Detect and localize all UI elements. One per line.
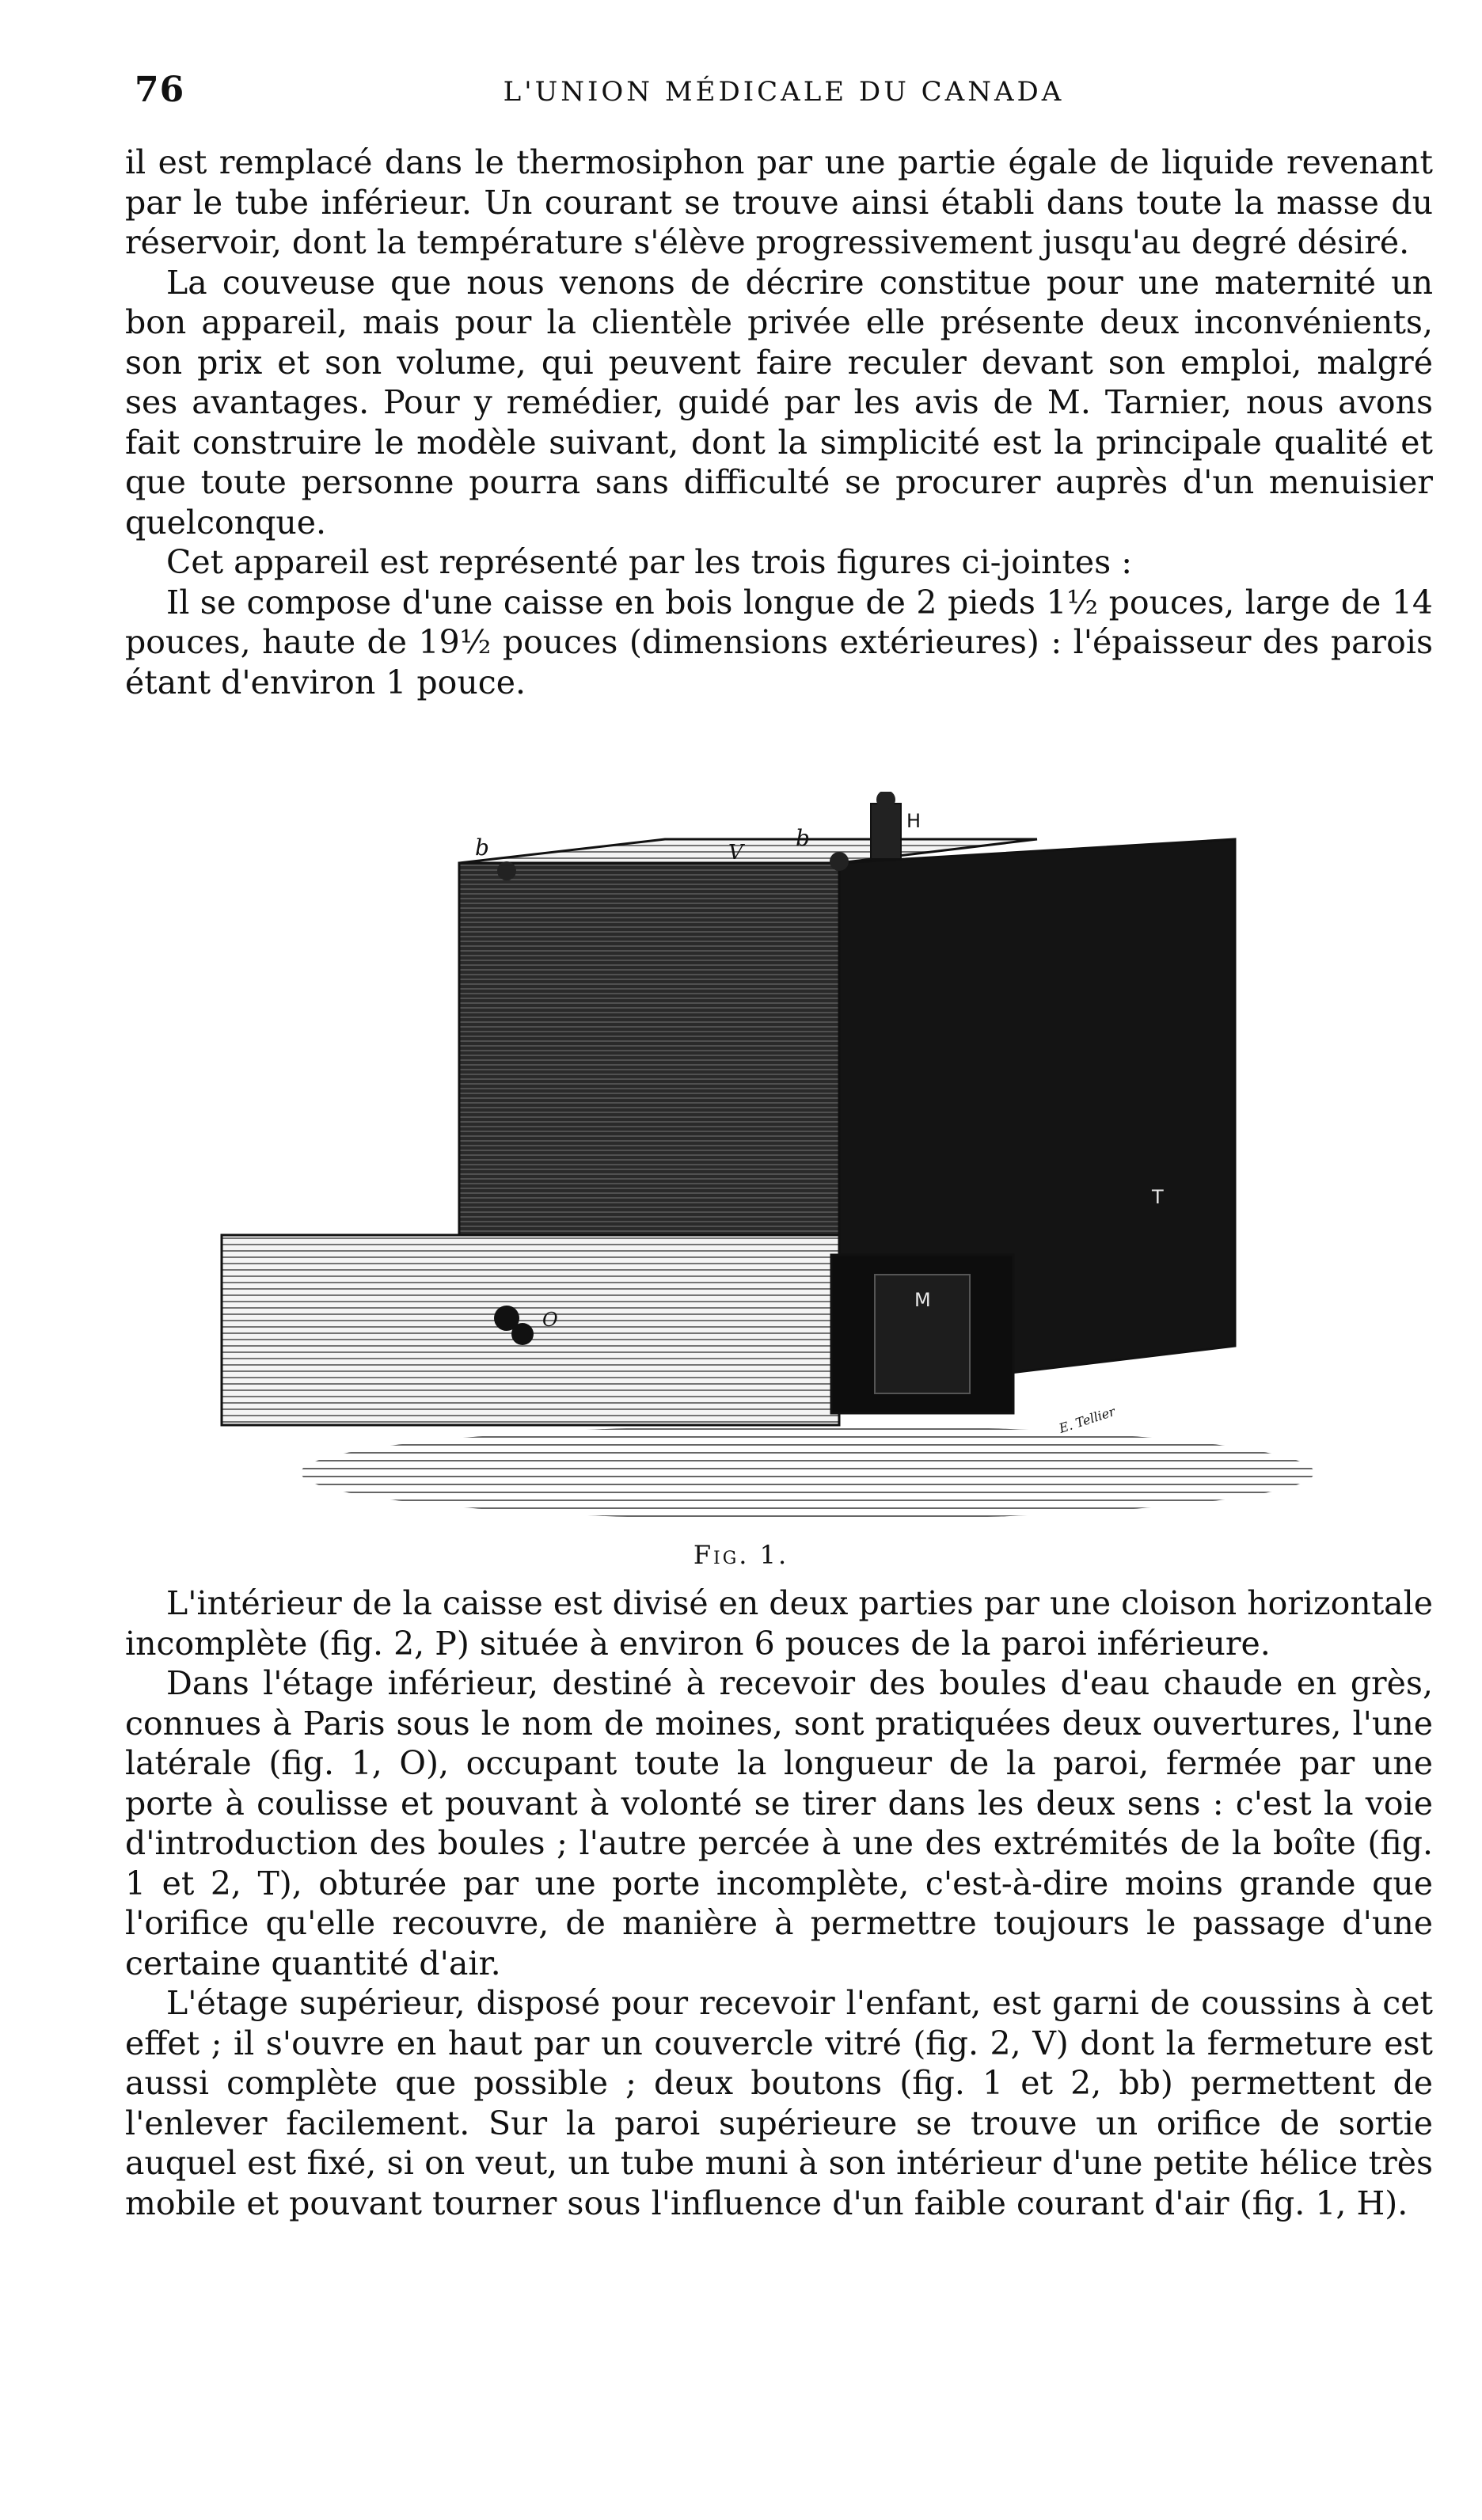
knob-o-2 — [511, 1323, 534, 1345]
paragraph-continuation: il est remplacé dans le thermosiphon par une partie égale de liquide revenant par le tube inférieur. Un courant se trouve ainsi établi dans toute la masse du réservoir, dont la température s'élève progressivement jusqu'au degré désiré. — [125, 143, 1433, 261]
figure-caption: Fig. 1. — [693, 1540, 789, 1570]
ground-shadow — [301, 1425, 1314, 1520]
running-title: L'UNION MÉDICALE DU CANADA — [503, 76, 1065, 108]
label-h: H — [906, 810, 922, 832]
figure-incubator-engraving — [206, 792, 1362, 1528]
label-b-left: b — [475, 834, 489, 861]
label-b-right: b — [796, 825, 810, 851]
label-m: M — [914, 1289, 931, 1311]
paragraph-figures-intro: Cet appareil est représenté par les trois figures ci-jointes : — [166, 543, 1133, 581]
text-block-bottom — [125, 1583, 1433, 2223]
paragraph-interior: L'intérieur de la caisse est divisé en deux parties par une cloison horizontale incomplète (fig. 2, P) située à environ 6 pouces de la paroi inférieure. — [125, 1584, 1433, 1663]
paragraph-lower-floor: Dans l'étage inférieur, destiné à recevoir des boules d'eau chaude en grès, connues à Paris sous le nom de moines, sont pratiquées deux ouvertures, l'une latérale (fig. 1, O), occupant toute la longueur de la paroi, fermée par une porte à coulisse et pouvant à volonté se tirer dans les deux sens : c'est la voie d'introduction des boules ; l'autre percée à une des extrémités de la boîte (fig. 1 et 2, T), obturée par une porte incomplète, c'est-à-dire moins grande que l'orifice qu'elle recouvre, de manière à permettre toujours le passage d'une certaine quantité d'air. — [125, 1664, 1433, 1982]
paragraph-dimensions: Il se compose d'une caisse en bois longue de 2 pieds 1½ pouces, large de 14 pouces, haute de 19½ pouces (dimensions extérieures) : l'épaisseur des parois étant d'environ 1 pouce. — [125, 583, 1433, 701]
paragraph-upper-floor: L'étage supérieur, disposé pour recevoir l'enfant, est garni de coussins à cet effet ; il s'ouvre en haut par un couvercle vitré (fig. 2, V) dont la fermeture est aussi complète que possible ; deux boutons (fig. 1 et 2, bb) permettent de l'enlever facilement. Sur la paroi supérieure se trouve un orifice de sortie auquel est fixé, si on veut, un tube muni à son intérieur d'une petite hélice très mobile et pouvant tourner sous l'influence d'un faible courant d'air (fig. 1, H). — [125, 1984, 1433, 2222]
incubator-illustration — [206, 792, 1362, 1528]
box-front-face — [459, 863, 839, 1235]
lid-button-right — [830, 852, 849, 871]
label-t: T — [1152, 1186, 1164, 1208]
page-number: 76 — [135, 70, 185, 110]
lid-button-left — [497, 861, 516, 880]
page-header — [135, 70, 1433, 117]
helix-tube — [871, 804, 901, 859]
label-v: V — [728, 841, 743, 865]
label-o: O — [542, 1309, 558, 1331]
text-block-top — [125, 143, 1433, 702]
paragraph-couveuse: La couveuse que nous venons de décrire constitue pour une maternité un bon appareil, mais pour la clientèle privée elle présente deux inconvénients, son prix et son volume, qui peuvent faire reculer devant son emploi, malgré ses avantages. Pour y remédier, guidé par les avis de M. Tarnier, nous avons fait construire le modèle suivant, dont la simplicité est la principale qualité et que toute personne pourra sans difficulté se procurer auprès d'un menuisier quelconque. — [125, 263, 1433, 542]
engraver-signature: E. Tellier — [1057, 1404, 1117, 1436]
